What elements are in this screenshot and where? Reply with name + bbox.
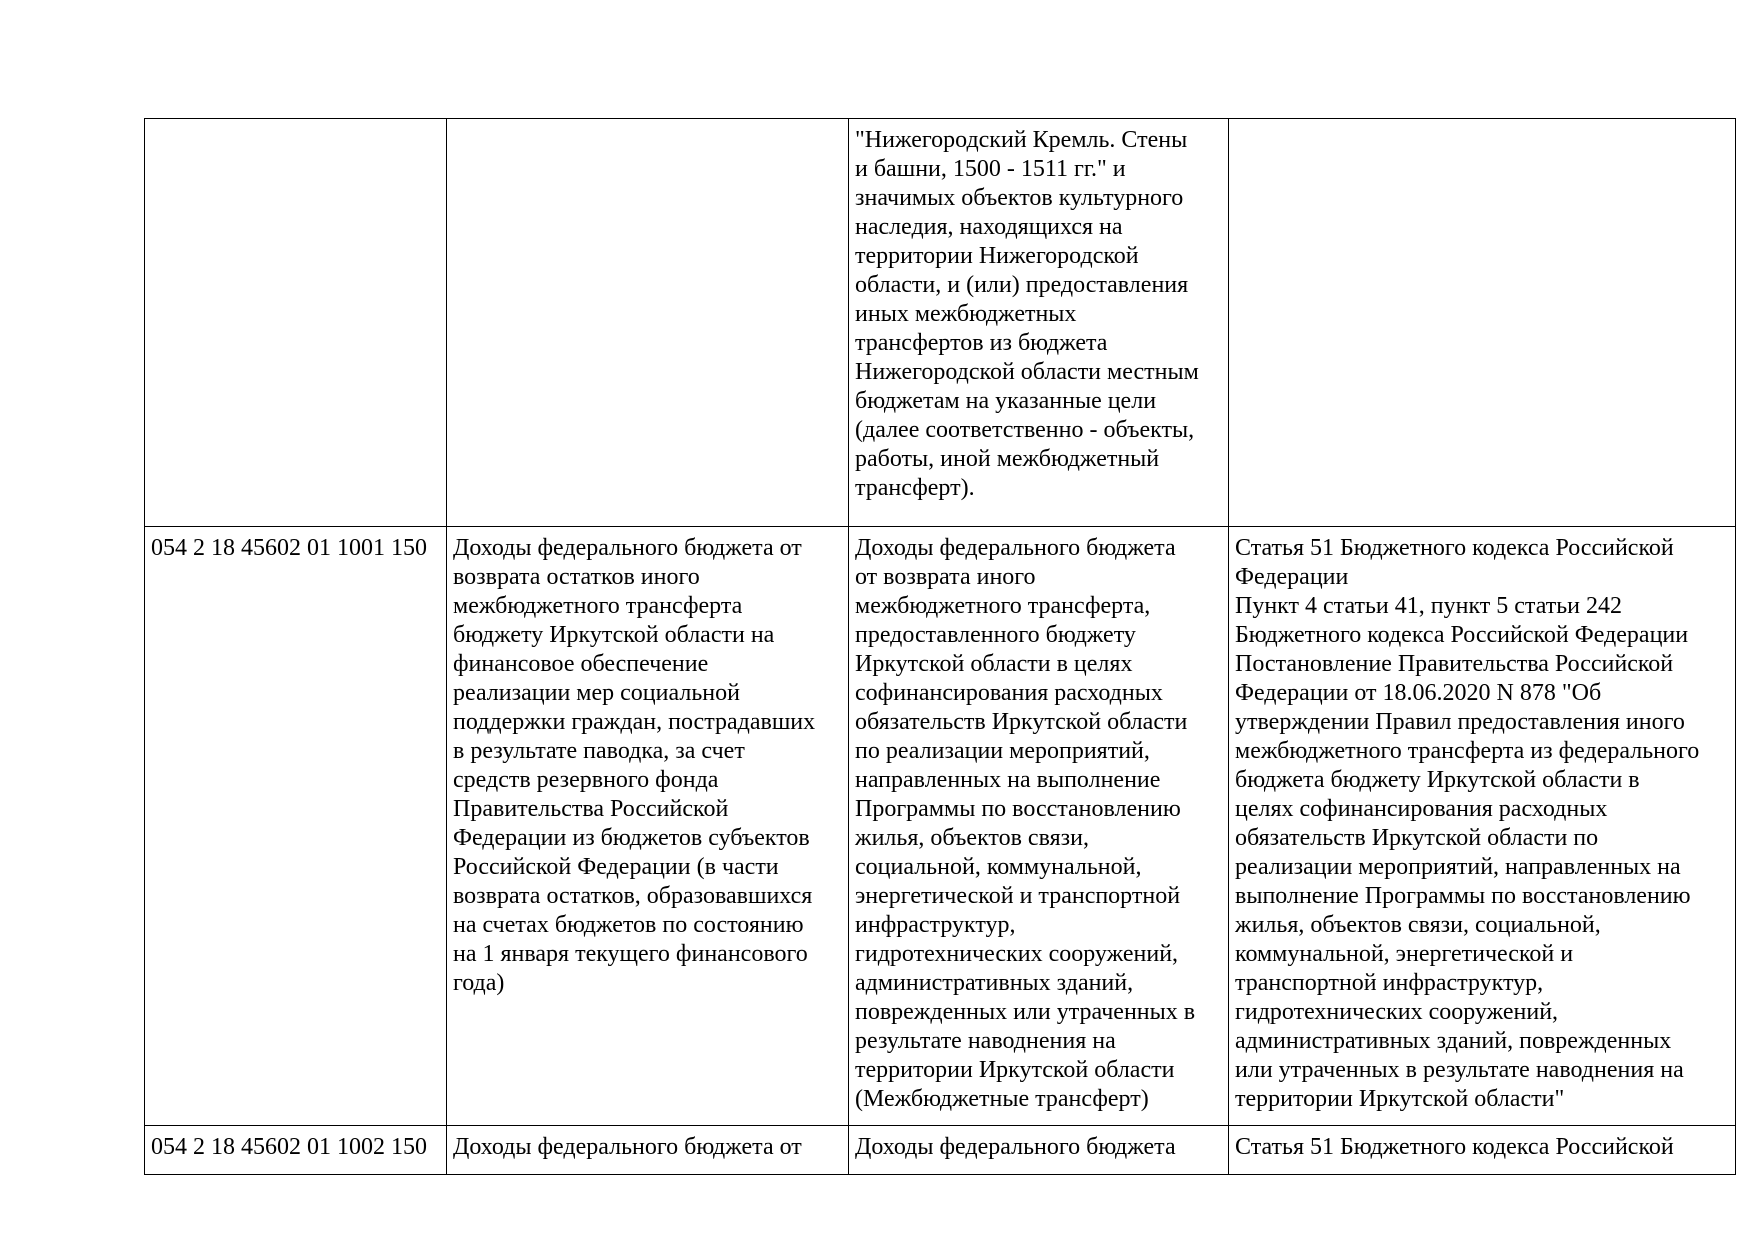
- table-row: [145, 119, 1736, 527]
- legal-basis-cell: Статья 51 Бюджетного кодекса Российской: [1229, 1126, 1736, 1175]
- description-cell: Доходы федерального бюджета от возврата иного межбюджетного трансферта, предоставленного бюджету Иркутской области в целях софинансирования расходных обязательств Иркутской области по реализации мероприятий, направленных на выполнение Программы по восстановлению жилья, объектов связи, социальной, коммунальной, энергетической и транспортной инфраструктур, гидротехнических сооружений, административных зданий, поврежденных или утраченных в результате наводнения на территории Иркутской области (Межбюджетные трансферт): [849, 527, 1229, 1126]
- name-cell: Доходы федерального бюджета от возврата остатков иного межбюджетного трансферта бюджету Иркутской области на финансовое обеспечение реализации мер социальной поддержки граждан, пострадавших в результате паводка, за счет средств резервного фонда Правительства Российской Федерации из бюджетов субъектов Российской Федерации (в части возврата остатков, образовавшихся на счетах бюджетов по состоянию на 1 января текущего финансового года): [447, 527, 849, 1126]
- code-cell: 054 2 18 45602 01 1002 150: [145, 1126, 447, 1175]
- table-row: [145, 1126, 1736, 1175]
- name-cell: Доходы федерального бюджета от: [447, 1126, 849, 1175]
- legal-basis-cell: Статья 51 Бюджетного кодекса Российской Федерации Пункт 4 статьи 41, пункт 5 статьи 242 Бюджетного кодекса Российской Федерации Постановление Правительства Российской Федерации от 18.06.2020 N 878 "Об утверждении Правил предоставления иного межбюджетного трансферта из федерального бюджета бюджету Иркутской области в целях софинансирования расходных обязательств Иркутской области по реализации мероприятий, направленных на выполнение Программы по восстановлению жилья, объектов связи, социальной, коммунальной, энергетической и транспортной инфраструктур, гидротехнических сооружений, административных зданий, поврежденных или утраченных в результате наводнения на территории Иркутской области": [1229, 527, 1736, 1126]
- budget-classification-table: [144, 118, 1736, 1175]
- table-row: [145, 527, 1736, 1126]
- description-cell: "Нижегородский Кремль. Стены и башни, 1500 - 1511 гг." и значимых объектов культурного наследия, находящихся на территории Нижегородской области, и (или) предоставления иных межбюджетных трансфертов из бюджета Нижегородской области местным бюджетам на указанные цели (далее соответственно - объекты, работы, иной межбюджетный трансферт).: [849, 119, 1229, 527]
- code-cell: [145, 119, 447, 527]
- description-cell: Доходы федерального бюджета: [849, 1126, 1229, 1175]
- legal-basis-cell: [1229, 119, 1736, 527]
- name-cell: [447, 119, 849, 527]
- code-cell: 054 2 18 45602 01 1001 150: [145, 527, 447, 1126]
